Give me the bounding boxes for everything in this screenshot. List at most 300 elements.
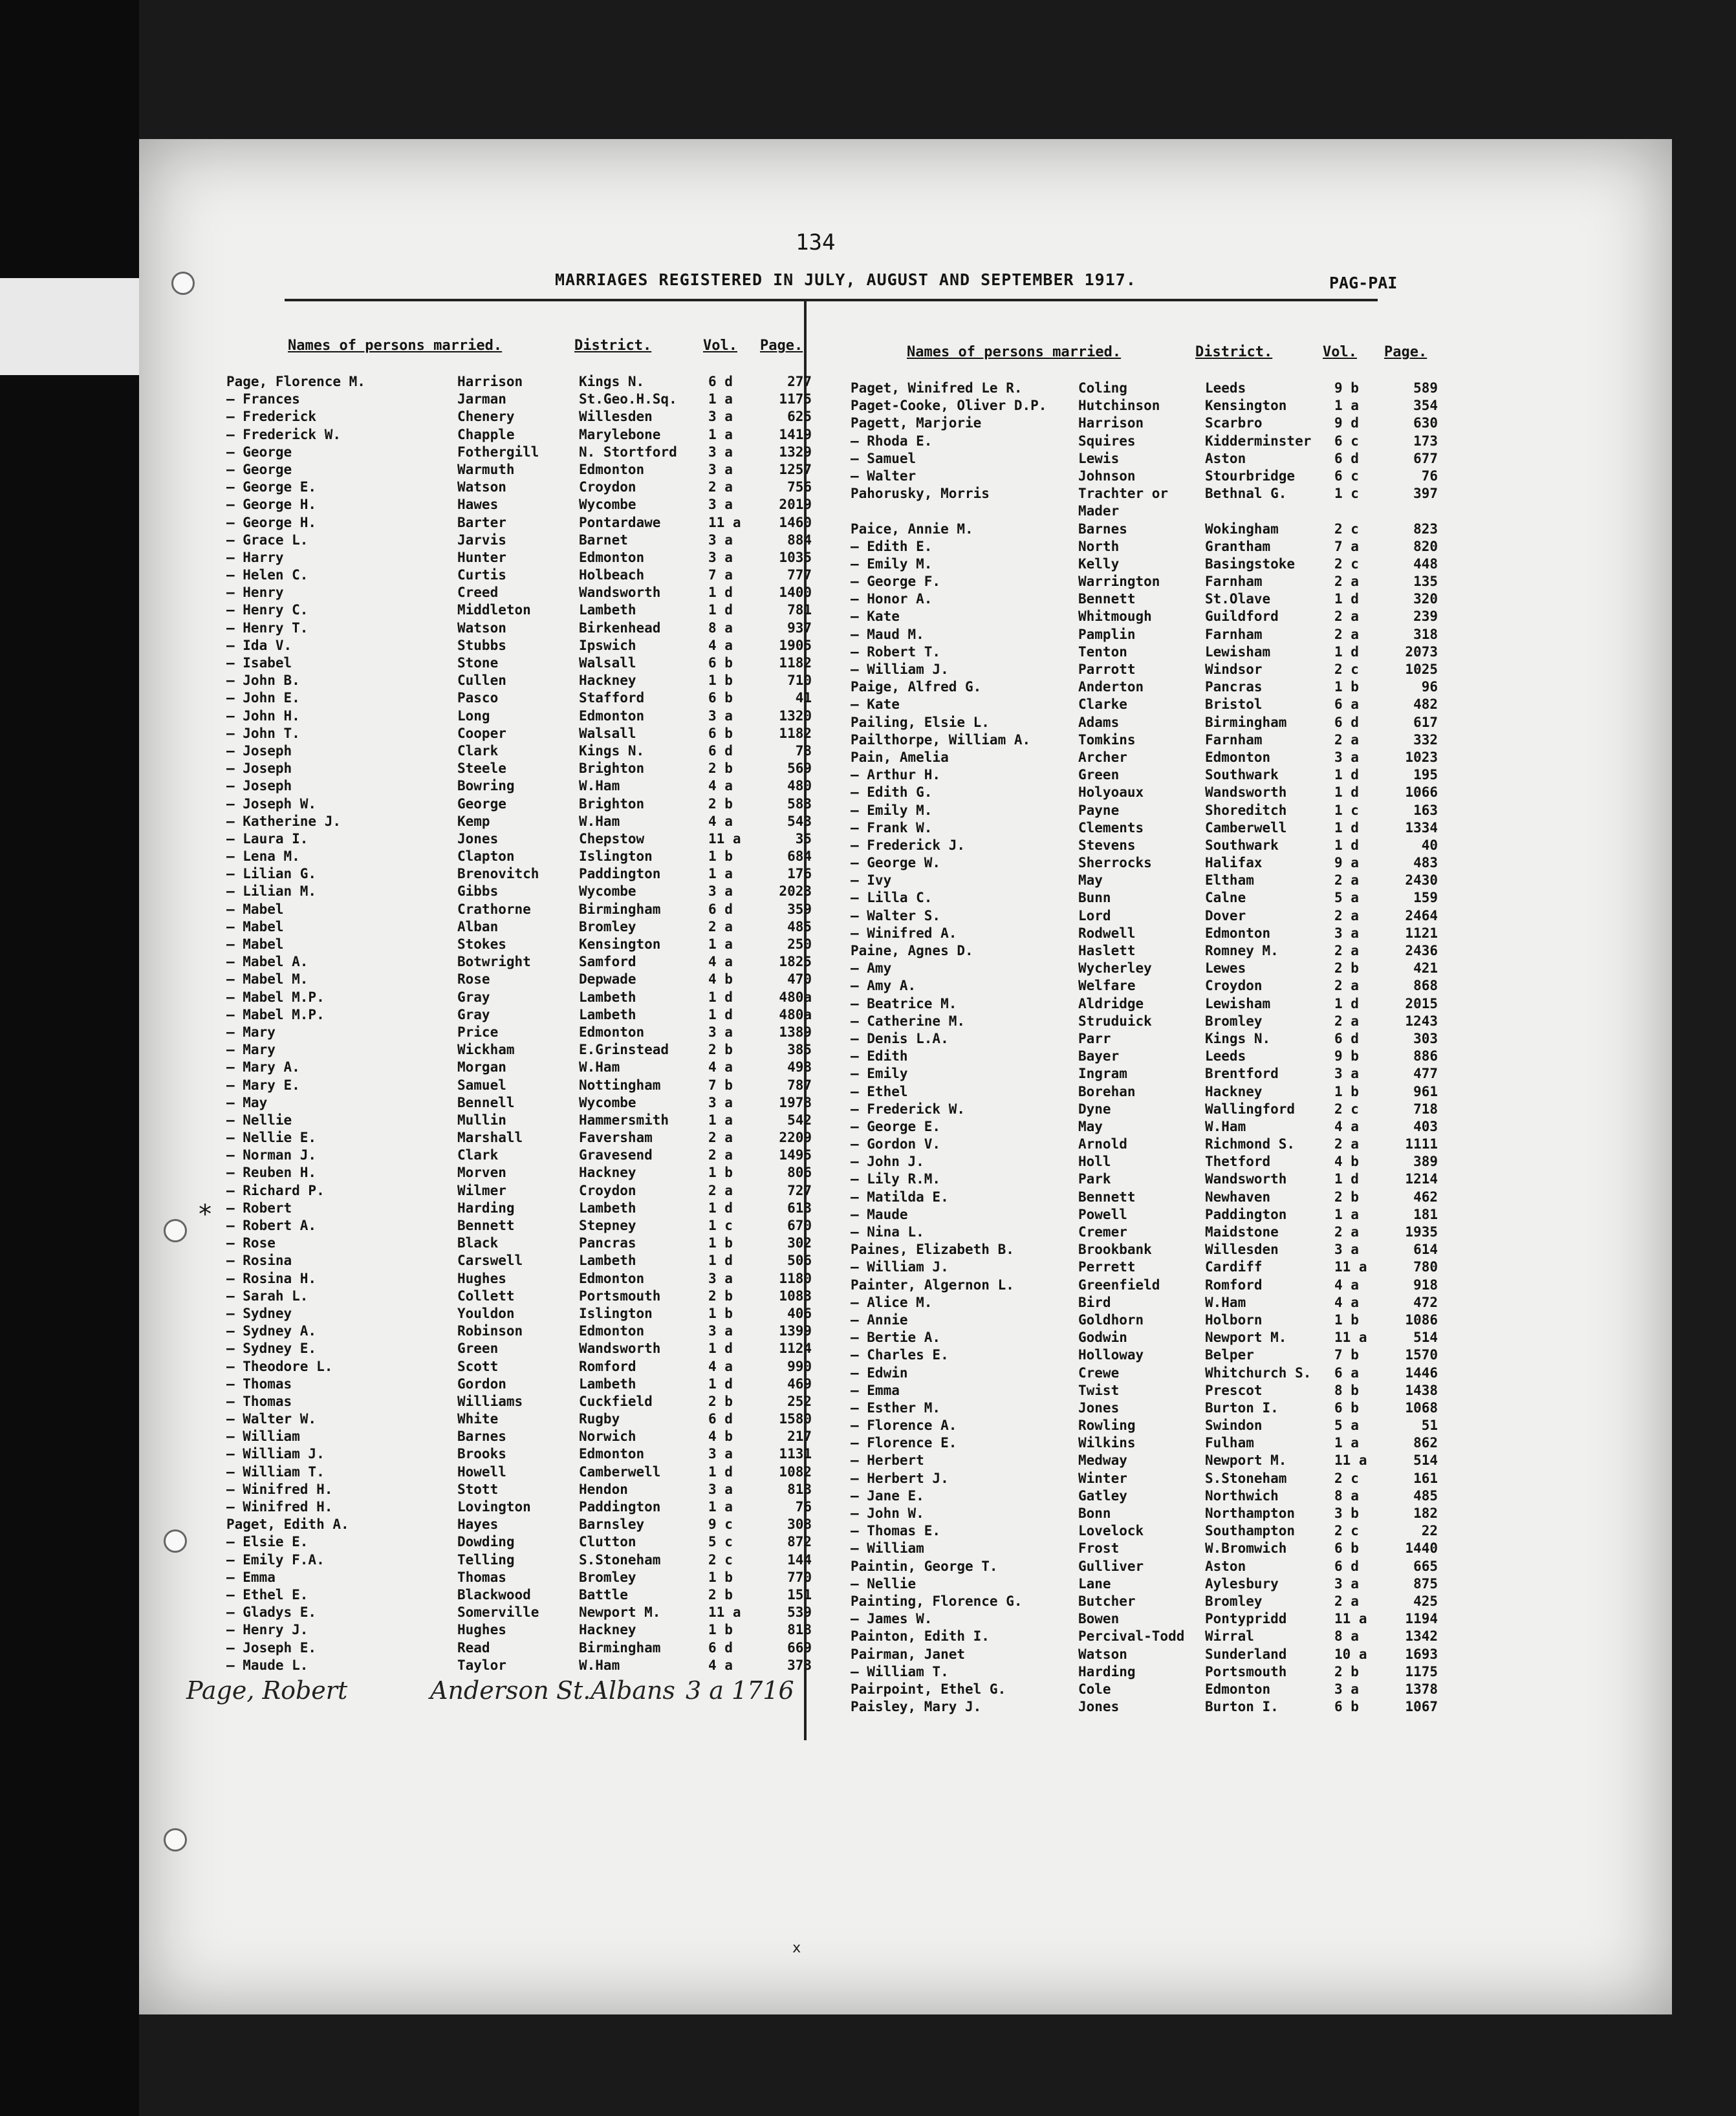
entry-spouse: Rose bbox=[457, 971, 490, 988]
entry-vol: 1 a bbox=[1334, 398, 1359, 414]
entry-vol: 1 b bbox=[708, 1305, 733, 1321]
entry-spouse: Carswell bbox=[457, 1253, 523, 1269]
entry-page: 1182 bbox=[779, 655, 812, 671]
entry-spouse: Warmuth bbox=[457, 461, 515, 477]
index-range: PAG-PAI bbox=[1329, 274, 1398, 292]
entry-page: 2073 bbox=[1405, 643, 1438, 660]
entry-vol: 10 a bbox=[1334, 1646, 1367, 1662]
entry-vol: 4 a bbox=[708, 1657, 733, 1673]
entry-spouse: Morven bbox=[457, 1165, 506, 1181]
entry-district: Edmonton bbox=[579, 707, 645, 724]
entry-vol: 2 a bbox=[1334, 1593, 1359, 1609]
entry-spouse: Lane bbox=[1078, 1575, 1111, 1592]
entry-page: 1023 bbox=[1405, 749, 1438, 765]
entry-vol: 2 a bbox=[708, 1130, 733, 1146]
entry-spouse: Clapton bbox=[457, 848, 515, 865]
entry-vol: 6 c bbox=[1334, 468, 1359, 484]
entry-spouse: Clements bbox=[1078, 819, 1144, 836]
entry-district: Newport M. bbox=[1205, 1452, 1287, 1469]
entry-district: Depwade bbox=[579, 971, 636, 988]
entry-spouse: Johnson bbox=[1078, 468, 1136, 484]
entry-name: — Sarah L. bbox=[226, 1288, 309, 1304]
entry-name: — Walter W. bbox=[226, 1411, 317, 1427]
entry-page: 2015 bbox=[1405, 995, 1438, 1011]
entry-district: Lewisham bbox=[1205, 643, 1271, 660]
entry-name: — Robert bbox=[226, 1200, 292, 1216]
entry-page: 1580 bbox=[779, 1411, 812, 1427]
entry-name: — George H. bbox=[226, 514, 317, 530]
entry-district: W.Ham bbox=[1205, 1118, 1246, 1134]
entry-spouse: Barter bbox=[457, 514, 506, 530]
entry-name: — Mabel bbox=[226, 901, 284, 917]
entry-name: — John J. bbox=[851, 1154, 924, 1170]
entry-name: Painting, Florence G. bbox=[851, 1593, 1023, 1609]
entry-vol: 9 c bbox=[708, 1517, 733, 1533]
entry-spouse: Jones bbox=[457, 830, 499, 847]
entry-vol: 1 d bbox=[708, 585, 733, 601]
entry-district: Wokingham bbox=[1205, 521, 1279, 537]
entry-district: Willesden bbox=[579, 409, 653, 425]
entry-page: 813 bbox=[787, 1481, 812, 1497]
entry-name: Pailthorpe, William A. bbox=[851, 731, 1031, 748]
entry-name: — Bertie A. bbox=[851, 1330, 941, 1346]
entry-spouse: Harrison bbox=[1078, 415, 1144, 431]
entry-page: 806 bbox=[787, 1165, 812, 1181]
entry-spouse: Cullen bbox=[457, 673, 506, 689]
entry-district: Edmonton bbox=[579, 1323, 645, 1339]
entry-spouse: Ingram bbox=[1078, 1066, 1127, 1082]
entry-vol: 2 a bbox=[708, 1182, 733, 1198]
entry-spouse: Chenery bbox=[457, 409, 515, 425]
entry-spouse: Jarvis bbox=[457, 532, 506, 548]
entry-name: — George bbox=[226, 444, 292, 460]
entry-page: 151 bbox=[787, 1586, 812, 1603]
entry-district: Edmonton bbox=[1205, 925, 1271, 941]
entry-spouse: Goldhorn bbox=[1078, 1312, 1144, 1328]
entry-page: 480a bbox=[779, 1006, 812, 1022]
entry-district: Lambeth bbox=[579, 1253, 636, 1269]
entry-name: — Walter S. bbox=[851, 907, 941, 923]
entry-vol: 1 b bbox=[1334, 1083, 1359, 1099]
entry-district: Kings N. bbox=[1205, 1030, 1271, 1046]
entry-spouse: Tomkins bbox=[1078, 731, 1136, 748]
entry-vol: 4 a bbox=[708, 1059, 733, 1075]
entry-spouse: Gibbs bbox=[457, 883, 499, 900]
entry-spouse: Barnes bbox=[1078, 521, 1127, 537]
entry-page: 78 bbox=[795, 742, 812, 759]
entry-vol: 1 d bbox=[708, 1200, 733, 1216]
entry-name: — Rosina bbox=[226, 1253, 292, 1269]
entry-page: 252 bbox=[787, 1393, 812, 1409]
entry-name: — Emily M. bbox=[851, 802, 933, 818]
entry-name: — Frederick bbox=[226, 409, 317, 425]
entry-spouse: Tenton bbox=[1078, 643, 1127, 660]
entry-vol: 5 c bbox=[708, 1534, 733, 1550]
entry-vol: 4 a bbox=[708, 1358, 733, 1374]
entry-spouse: Howell bbox=[457, 1463, 506, 1480]
entry-page: 480a bbox=[779, 989, 812, 1005]
entry-page: 389 bbox=[1413, 1154, 1438, 1170]
entry-name: — Sydney A. bbox=[226, 1323, 317, 1339]
entry-name: — Mabel A. bbox=[226, 954, 309, 970]
entry-page: 937 bbox=[787, 620, 812, 636]
entry-vol: 2 a bbox=[1334, 1136, 1359, 1152]
entry-vol: 7 a bbox=[708, 567, 733, 583]
entry-name: — Frederick J. bbox=[851, 837, 966, 853]
entry-name: — Emily F.A. bbox=[226, 1551, 325, 1568]
entry-name: — Frederick W. bbox=[851, 1101, 966, 1117]
entry-page: 2209 bbox=[779, 1130, 812, 1146]
entry-district: Romney M. bbox=[1205, 943, 1279, 958]
entry-district: Islington bbox=[579, 1305, 653, 1321]
entry-page: 506 bbox=[787, 1253, 812, 1269]
entry-page: 159 bbox=[1413, 890, 1438, 906]
entry-district: Grantham bbox=[1205, 538, 1271, 554]
entry-name: — Mary A. bbox=[226, 1059, 300, 1075]
entry-page: 161 bbox=[1413, 1470, 1438, 1486]
entry-vol: 6 d bbox=[708, 1639, 733, 1656]
entry-district: Edmonton bbox=[579, 461, 645, 477]
entry-vol: 3 a bbox=[1334, 925, 1359, 941]
entry-vol: 2 b bbox=[1334, 960, 1359, 977]
entry-spouse: Jarman bbox=[457, 391, 506, 407]
entry-page: 718 bbox=[1413, 1101, 1438, 1117]
punch-hole-icon bbox=[164, 1219, 187, 1242]
entry-page: 589 bbox=[1413, 380, 1438, 396]
entry-vol: 1 d bbox=[708, 602, 733, 618]
entry-district: Croydon bbox=[1205, 978, 1263, 994]
entry-vol: 1 a bbox=[708, 1112, 733, 1128]
entry-district: Hammersmith bbox=[579, 1112, 669, 1128]
entry-spouse: Winter bbox=[1078, 1470, 1127, 1486]
entry-vol: 3 a bbox=[708, 883, 733, 900]
entry-vol: 1 d bbox=[1334, 837, 1359, 853]
entry-district: Lambeth bbox=[579, 1376, 636, 1392]
entry-page: 1438 bbox=[1405, 1382, 1438, 1398]
entry-page: 543 bbox=[787, 813, 812, 829]
entry-name: — Henry bbox=[226, 585, 284, 601]
entry-spouse: Crathorne bbox=[457, 901, 531, 917]
entry-district: Hackney bbox=[579, 1165, 636, 1181]
entry-vol: 2 c bbox=[1334, 1101, 1359, 1117]
entry-page: 41 bbox=[795, 690, 812, 706]
entry-name: Paice, Annie M. bbox=[851, 521, 973, 537]
right-header-page: Page. bbox=[1384, 344, 1427, 360]
entry-spouse: Gray bbox=[457, 989, 490, 1005]
entry-page: 1905 bbox=[779, 637, 812, 653]
entry-vol: 2 b bbox=[1334, 1663, 1359, 1679]
entry-name: — Denis L.A. bbox=[851, 1030, 949, 1046]
entry-spouse: Middleton bbox=[457, 602, 531, 618]
entry-district: Clutton bbox=[579, 1534, 636, 1550]
entry-vol: 1 d bbox=[708, 1463, 733, 1480]
entry-name: — George bbox=[226, 461, 292, 477]
entry-page: 1035 bbox=[779, 549, 812, 565]
entry-spouse: Archer bbox=[1078, 749, 1127, 765]
entry-name: — Henry J. bbox=[226, 1622, 309, 1638]
entry-spouse: Parrott bbox=[1078, 662, 1136, 677]
entry-page: 787 bbox=[787, 1077, 812, 1093]
entry-name: — Rhoda E. bbox=[851, 433, 933, 449]
handwritten-name: Page, Robert bbox=[186, 1676, 348, 1705]
entry-name: — Lilian G. bbox=[226, 866, 317, 882]
entry-district: Newhaven bbox=[1205, 1189, 1271, 1205]
entry-name: — Maude L. bbox=[226, 1657, 309, 1673]
entry-vol: 3 b bbox=[1334, 1506, 1359, 1521]
entry-vol: 2 c bbox=[708, 1551, 733, 1568]
entry-name: Pahorusky, Morris bbox=[851, 486, 990, 502]
entry-spouse: Clark bbox=[457, 742, 499, 759]
entry-district: Northampton bbox=[1205, 1506, 1296, 1521]
entry-spouse: Telling bbox=[457, 1551, 515, 1568]
entry-spouse: Gulliver bbox=[1078, 1558, 1144, 1574]
entry-district: Hackney bbox=[579, 673, 636, 689]
entry-name: — May bbox=[226, 1094, 268, 1110]
entry-district: Stepney bbox=[579, 1218, 636, 1233]
entry-district: Edmonton bbox=[1205, 749, 1271, 765]
entry-page: 514 bbox=[1413, 1330, 1438, 1346]
entry-page: 1935 bbox=[1405, 1224, 1438, 1240]
entry-name: — Harry bbox=[226, 549, 284, 565]
entry-page: 359 bbox=[787, 901, 812, 917]
entry-spouse: Clarke bbox=[1078, 696, 1127, 713]
entry-name: — Mary bbox=[226, 1024, 276, 1040]
entry-spouse: Dowding bbox=[457, 1534, 515, 1550]
entry-name: — Edith E. bbox=[851, 538, 933, 554]
entry-name: — Edith bbox=[851, 1048, 908, 1064]
entry-district: S.Stoneham bbox=[579, 1551, 661, 1568]
entry-page: 1175 bbox=[1405, 1663, 1438, 1679]
entry-spouse: Butcher bbox=[1078, 1593, 1136, 1609]
entry-district: Kidderminster bbox=[1205, 433, 1312, 449]
entry-name: — Grace L. bbox=[226, 532, 309, 548]
entry-vol: 2 a bbox=[1334, 872, 1359, 889]
entry-page: 483 bbox=[1413, 855, 1438, 871]
entry-district: Stourbridge bbox=[1205, 468, 1296, 484]
entry-name: — Honor A. bbox=[851, 591, 933, 607]
entry-district: Gravesend bbox=[579, 1147, 653, 1163]
entry-spouse: Brookbank bbox=[1078, 1242, 1152, 1258]
entry-vol: 3 a bbox=[708, 532, 733, 548]
entry-district: Paddington bbox=[579, 866, 661, 882]
entry-page: 1320 bbox=[779, 707, 812, 724]
right-header-vol: Vol. bbox=[1323, 344, 1357, 360]
entry-page: 862 bbox=[1413, 1435, 1438, 1451]
entry-spouse: Cole bbox=[1078, 1681, 1111, 1697]
entry-district: Willesden bbox=[1205, 1242, 1279, 1258]
entry-spouse: Holl bbox=[1078, 1154, 1111, 1170]
entry-vol: 1 d bbox=[708, 1341, 733, 1357]
entry-district: Paddington bbox=[1205, 1206, 1287, 1222]
entry-district: Wandsworth bbox=[1205, 784, 1287, 801]
entry-district: Basingstoke bbox=[1205, 556, 1296, 572]
entry-spouse: Powell bbox=[1078, 1206, 1127, 1222]
entry-vol: 11 a bbox=[708, 830, 741, 847]
entry-vol: 6 d bbox=[708, 374, 733, 389]
entry-page: 318 bbox=[1413, 626, 1438, 642]
entry-district: Lewes bbox=[1205, 960, 1246, 977]
entry-page: 625 bbox=[787, 409, 812, 425]
entry-vol: 1 b bbox=[708, 1165, 733, 1181]
entry-name: — Lily R.M. bbox=[851, 1171, 941, 1187]
entry-name: Paige, Alfred G. bbox=[851, 679, 982, 695]
entry-district: Eltham bbox=[1205, 872, 1254, 889]
entry-vol: 3 a bbox=[708, 707, 733, 724]
scan-light-band bbox=[0, 278, 149, 375]
entry-vol: 2 a bbox=[1334, 943, 1359, 958]
entry-district: Battle bbox=[579, 1586, 628, 1603]
entry-name: — Henry T. bbox=[226, 620, 309, 636]
entry-vol: 6 d bbox=[1334, 1558, 1359, 1574]
entry-vol: 2 b bbox=[708, 1586, 733, 1603]
entry-name: — Lilian M. bbox=[226, 883, 317, 900]
entry-district: Samford bbox=[579, 954, 636, 970]
entry-name: — Nellie bbox=[851, 1575, 917, 1592]
entry-spouse: Stubbs bbox=[457, 637, 506, 653]
entry-spouse: Trachter or bbox=[1078, 486, 1169, 502]
entry-district: W.Ham bbox=[579, 1059, 620, 1075]
entry-vol: 3 a bbox=[708, 409, 733, 425]
entry-district: Bromley bbox=[1205, 1013, 1263, 1029]
entry-vol: 1 b bbox=[708, 673, 733, 689]
entry-district: N. Stortford bbox=[579, 444, 677, 460]
entry-district: Wallingford bbox=[1205, 1101, 1296, 1117]
left-header-names: Names of persons married. bbox=[288, 338, 503, 354]
entry-district: Bromley bbox=[579, 918, 636, 934]
entry-name: — William bbox=[226, 1429, 300, 1445]
footer-mark: x bbox=[792, 1940, 801, 1956]
entry-name: — Edwin bbox=[851, 1365, 908, 1381]
entry-page: 397 bbox=[1413, 486, 1438, 502]
entry-name: Painter, Algernon L. bbox=[851, 1277, 1014, 1293]
page-title: MARRIAGES REGISTERED IN JULY, AUGUST AND SEPTEMBER 1917. bbox=[555, 270, 1136, 289]
entry-name: — Sydney bbox=[226, 1305, 292, 1321]
entry-name: — Maud M. bbox=[851, 626, 924, 642]
entry-name: — Lilla C. bbox=[851, 890, 933, 906]
entry-page: 373 bbox=[787, 1657, 812, 1673]
header-rule bbox=[285, 299, 1378, 301]
entry-spouse: Wilkins bbox=[1078, 1435, 1136, 1451]
entry-district: Burton I. bbox=[1205, 1399, 1279, 1416]
entry-name: — Amy bbox=[851, 960, 892, 977]
entry-district: Edmonton bbox=[1205, 1681, 1271, 1697]
entry-district: Brentford bbox=[1205, 1066, 1279, 1082]
entry-spouse: Stokes bbox=[457, 936, 506, 952]
entry-district: Holborn bbox=[1205, 1312, 1263, 1328]
entry-name: — Winifred H. bbox=[226, 1499, 333, 1515]
entry-vol: 2 a bbox=[1334, 574, 1359, 590]
entry-vol: 2 b bbox=[708, 761, 733, 777]
entry-spouse: Welfare bbox=[1078, 978, 1136, 994]
entry-page: 1182 bbox=[779, 725, 812, 741]
entry-name: — Reuben H. bbox=[226, 1165, 317, 1181]
entry-vol: 1 d bbox=[1334, 819, 1359, 836]
entry-district: St.Olave bbox=[1205, 591, 1271, 607]
entry-spouse: Bennell bbox=[457, 1094, 515, 1110]
entry-vol: 4 a bbox=[1334, 1118, 1359, 1134]
entry-page: 462 bbox=[1413, 1189, 1438, 1205]
entry-district: W.Ham bbox=[1205, 1294, 1246, 1310]
entry-vol: 1 a bbox=[708, 1499, 733, 1515]
entry-page: 76 bbox=[795, 1499, 812, 1515]
entry-district: Wandsworth bbox=[579, 585, 661, 601]
entry-spouse: Fothergill bbox=[457, 444, 539, 460]
entry-spouse: Creed bbox=[457, 585, 499, 601]
entry-spouse: Read bbox=[457, 1639, 490, 1656]
entry-name: — Herbert bbox=[851, 1452, 924, 1469]
entry-district: Kensington bbox=[1205, 398, 1287, 414]
entry-name: — Emily bbox=[851, 1066, 908, 1082]
entry-spouse: Kelly bbox=[1078, 556, 1120, 572]
entry-spouse: May bbox=[1078, 1118, 1103, 1134]
entry-spouse: Hunter bbox=[457, 549, 506, 565]
entry-vol: 3 a bbox=[708, 444, 733, 460]
entry-name: — Katherine J. bbox=[226, 813, 342, 829]
entry-spouse: Marshall bbox=[457, 1130, 523, 1146]
entry-district: Kensington bbox=[579, 936, 661, 952]
entry-district: Lambeth bbox=[579, 1200, 636, 1216]
entry-vol: 4 a bbox=[1334, 1294, 1359, 1310]
entry-name: — Winifred H. bbox=[226, 1481, 333, 1497]
entry-name: — Beatrice M. bbox=[851, 995, 957, 1011]
entry-vol: 6 b bbox=[708, 690, 733, 706]
entry-page: 1175 bbox=[779, 391, 812, 407]
entry-spouse: Lovelock bbox=[1078, 1523, 1144, 1539]
entry-name: — Mabel M.P. bbox=[226, 1006, 325, 1022]
entry-name: — Ethel bbox=[851, 1083, 908, 1099]
entry-page: 1025 bbox=[1405, 662, 1438, 677]
entry-page: 182 bbox=[1413, 1506, 1438, 1521]
entry-page: 727 bbox=[787, 1182, 812, 1198]
entry-page: 469 bbox=[787, 1376, 812, 1392]
entry-page: 51 bbox=[1421, 1418, 1438, 1434]
entry-district: Brighton bbox=[579, 761, 645, 777]
entry-page: 1111 bbox=[1405, 1136, 1438, 1152]
entry-district: W.Ham bbox=[579, 778, 620, 794]
entry-page: 1693 bbox=[1405, 1646, 1438, 1662]
entry-page: 354 bbox=[1413, 398, 1438, 414]
entry-name: — Mary bbox=[226, 1042, 276, 1058]
entry-district: Wycombe bbox=[579, 497, 636, 513]
entry-name: — Joseph W. bbox=[226, 795, 317, 812]
entry-district: Thetford bbox=[1205, 1154, 1271, 1170]
entry-vol: 6 b bbox=[1334, 1540, 1359, 1557]
entry-name: — Helen C. bbox=[226, 567, 309, 583]
entry-name: — Kate bbox=[851, 609, 900, 625]
entry-vol: 9 b bbox=[1334, 380, 1359, 396]
entry-name: — Frank W. bbox=[851, 819, 933, 836]
entry-spouse: Clark bbox=[457, 1147, 499, 1163]
entry-vol: 1 d bbox=[1334, 643, 1359, 660]
entry-name: — Robert T. bbox=[851, 643, 941, 660]
entry-spouse: Thomas bbox=[457, 1569, 506, 1585]
entry-spouse: Hutchinson bbox=[1078, 398, 1160, 414]
entry-spouse: Wickham bbox=[457, 1042, 515, 1058]
entry-name: — Mabel bbox=[226, 918, 284, 934]
entry-district: Nottingham bbox=[579, 1077, 661, 1093]
entry-page: 539 bbox=[787, 1604, 812, 1621]
entry-spouse: Lewis bbox=[1078, 450, 1120, 466]
entry-name: — Theodore L. bbox=[226, 1358, 333, 1374]
entry-spouse: Arnold bbox=[1078, 1136, 1127, 1152]
entry-spouse: Holloway bbox=[1078, 1347, 1144, 1363]
entry-vol: 2 c bbox=[1334, 556, 1359, 572]
entry-spouse: Lovington bbox=[457, 1499, 531, 1515]
entry-vol: 8 a bbox=[1334, 1628, 1359, 1645]
entry-district: Wandsworth bbox=[579, 1341, 661, 1357]
entry-page: 630 bbox=[1413, 415, 1438, 431]
entry-district: Northwich bbox=[1205, 1487, 1279, 1504]
